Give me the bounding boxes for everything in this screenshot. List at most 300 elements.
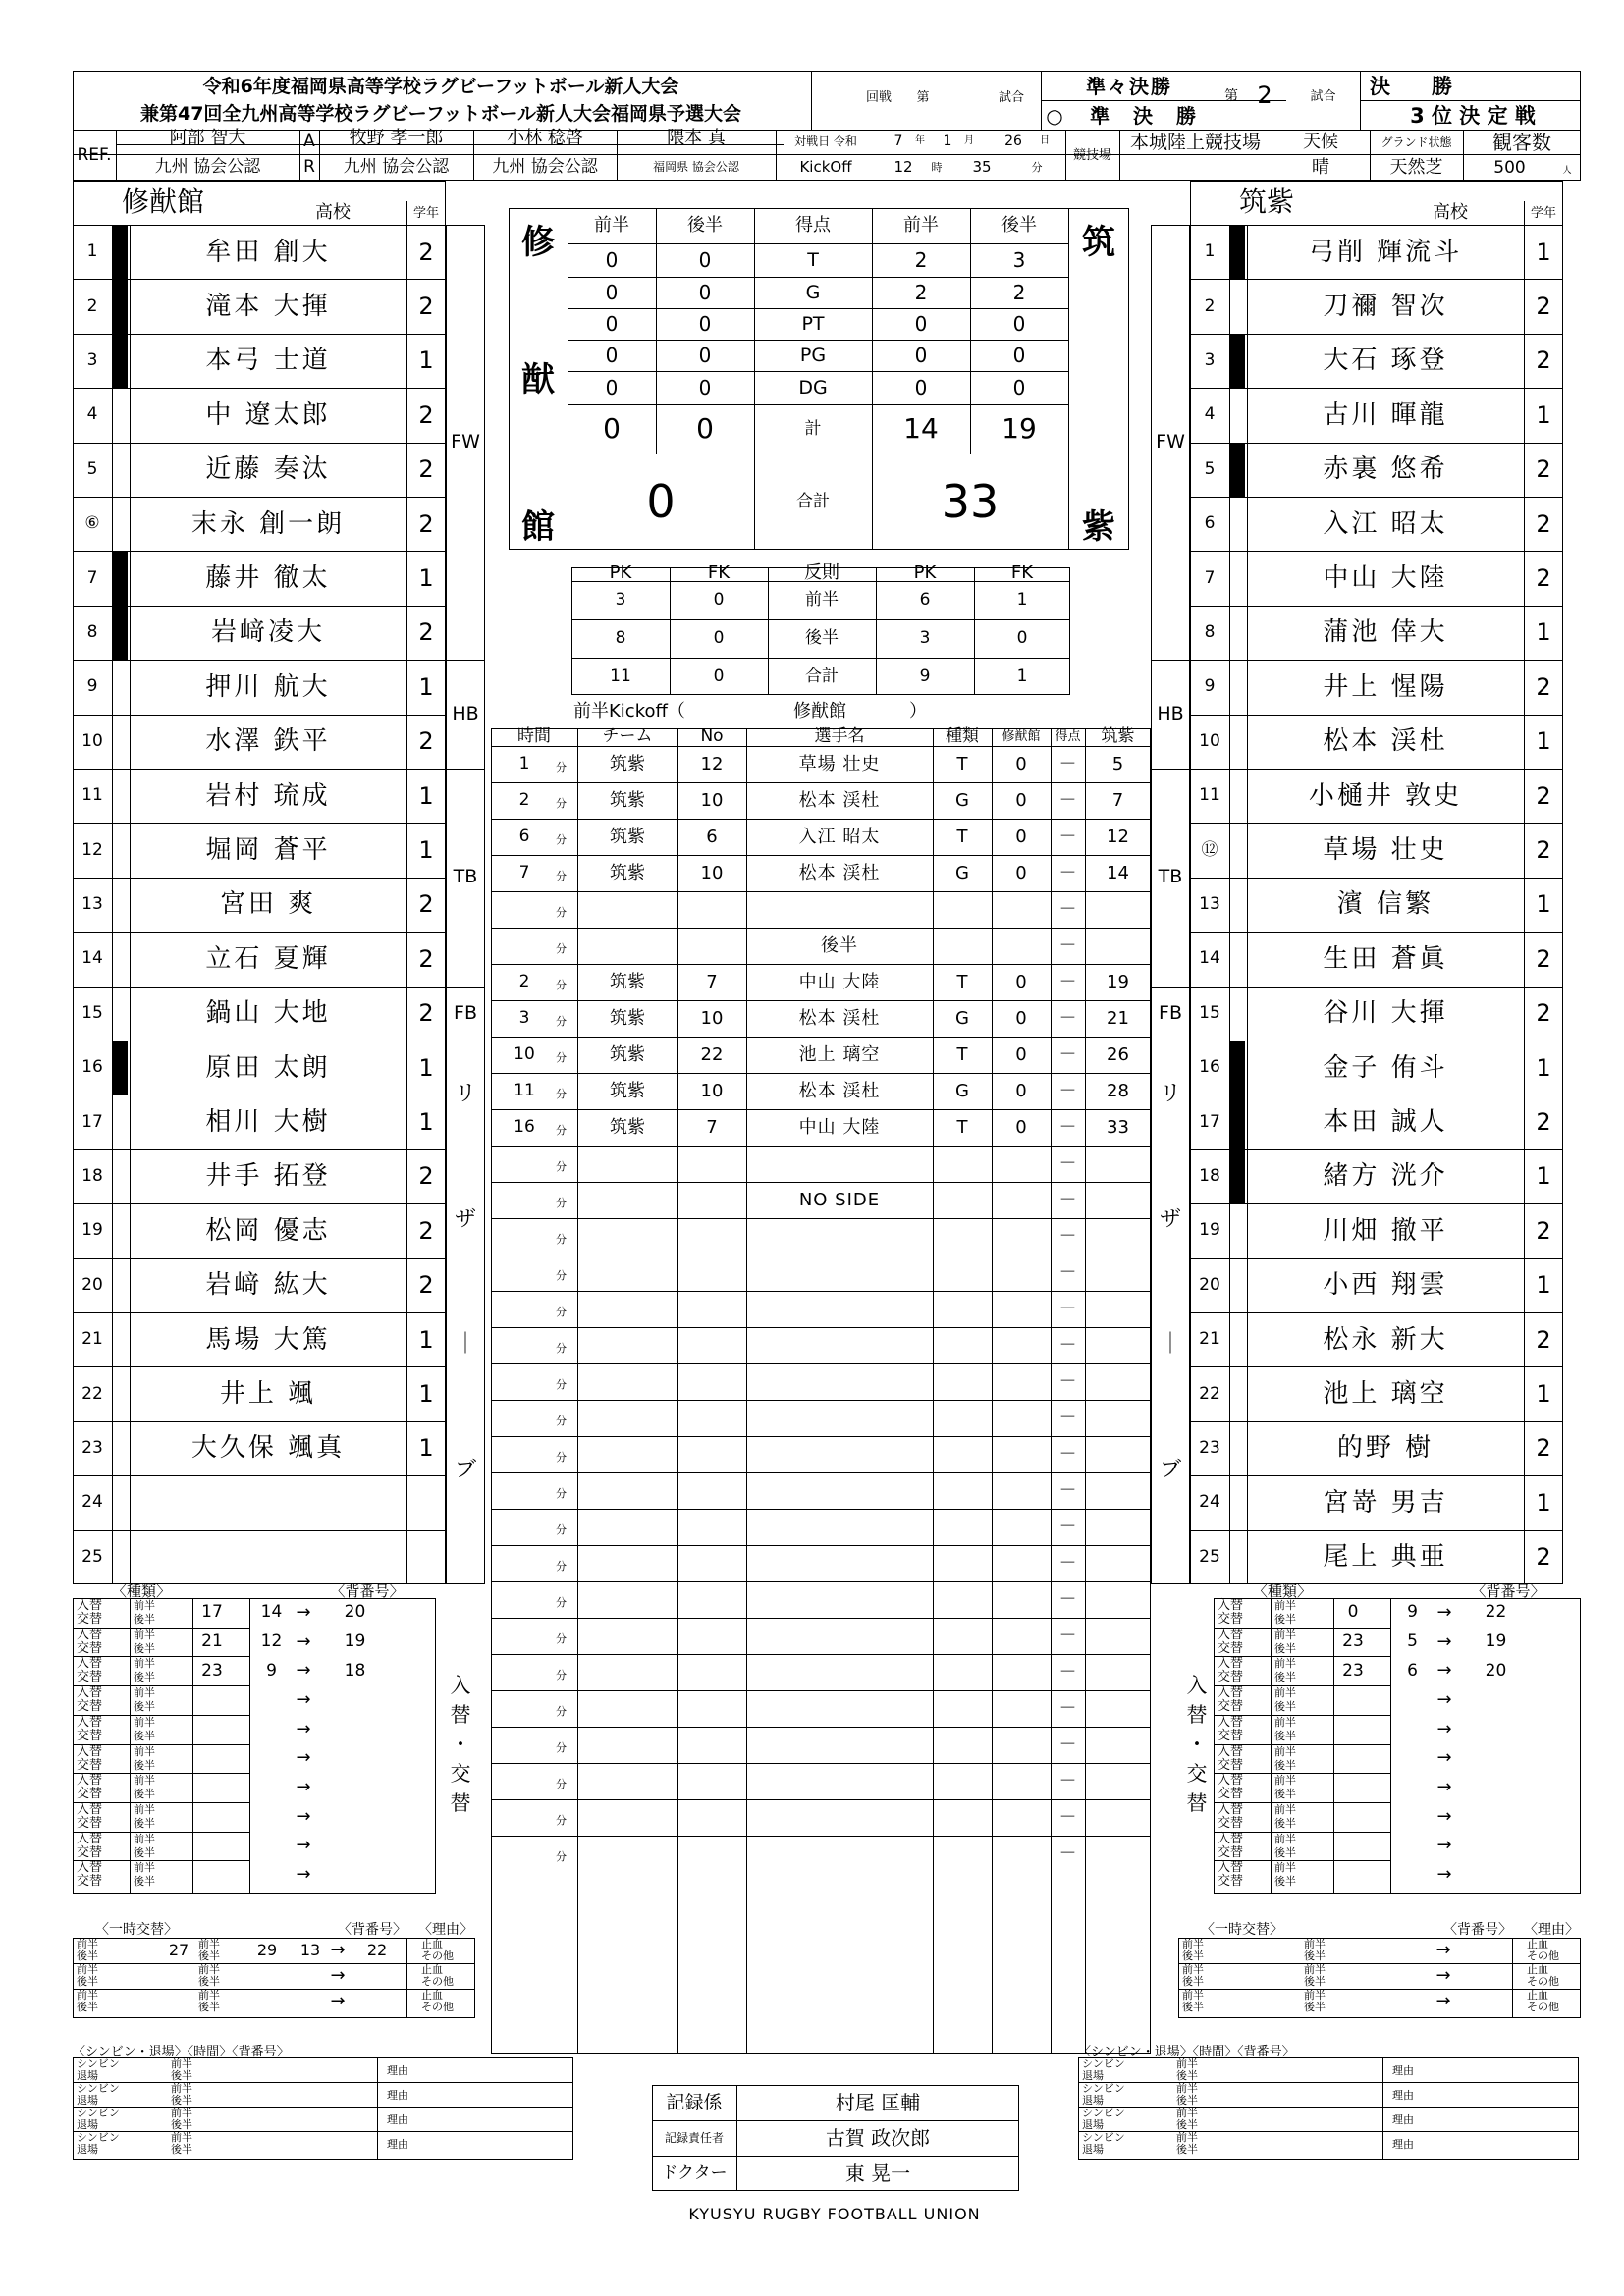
log-dash: －: [1058, 1479, 1077, 1501]
temp-arrow: →: [330, 1991, 346, 2011]
player-grade: 2: [418, 1162, 434, 1191]
log-team: 筑紫: [610, 971, 645, 992]
log-left-score: 0: [1015, 1080, 1027, 1101]
player-name: 大久保 颯真: [190, 1433, 346, 1464]
sub-half-go: 後半: [1274, 1641, 1296, 1655]
temp-half-zen: 前半: [1182, 1938, 1204, 1950]
sub-in-number: 19: [344, 1631, 366, 1652]
log-dash: －: [1058, 1370, 1077, 1392]
temp-half-go-2: 後半: [198, 1975, 220, 1988]
log-minute-unit: 分: [556, 761, 567, 774]
player-name: 宮嵜 男吉: [1323, 1487, 1448, 1518]
ground-value: 天然芝: [1389, 157, 1443, 178]
left-team-char: 猷: [521, 360, 555, 400]
sub-arrow: →: [1436, 1718, 1452, 1739]
log-minute-unit: 分: [556, 870, 567, 882]
player-grade: [406, 1530, 446, 1584]
sub-kind-nyu: 入替: [1218, 1714, 1244, 1730]
sub-half-zen: 前半: [1274, 1802, 1296, 1816]
round-label: 回戦: [865, 89, 892, 105]
log-team: [577, 891, 677, 928]
score-type-label: DG: [798, 376, 828, 399]
rule-line: [1078, 2131, 1579, 2132]
log-dash: －: [1058, 789, 1077, 811]
log-minute-unit: 分: [556, 1197, 567, 1209]
log-player: [746, 1146, 933, 1182]
starter-bar-marker: [113, 1041, 128, 1095]
sub-half-zen: 前半: [1274, 1774, 1296, 1788]
log-dash: －: [1058, 753, 1077, 774]
score-header: 前半: [903, 215, 939, 236]
player-name: 刀禰 智次: [1323, 292, 1448, 322]
log-number: [677, 1146, 746, 1182]
log-right-score: [1085, 891, 1151, 928]
sinbin-out: 退場: [77, 2094, 98, 2107]
player-grade: 1: [1536, 1380, 1551, 1409]
player-name: 谷川 大揮: [1323, 998, 1448, 1029]
sub-half-go: 後半: [1274, 1671, 1296, 1684]
attendance-value: 500: [1493, 157, 1526, 178]
player-grade: 1: [1536, 238, 1551, 266]
log-player: [746, 891, 933, 928]
ref-label: REF.: [77, 144, 112, 165]
player-grade: 1: [1536, 727, 1551, 756]
score-header: 前半: [594, 215, 629, 236]
penalty-left-fk: 0: [713, 666, 725, 686]
player-number: ⑫: [1201, 839, 1218, 860]
temp-reason-stop: 止血: [1527, 1938, 1548, 1950]
log-minute-unit: 分: [556, 833, 567, 846]
sinbin-half-zen: 前半: [171, 2131, 192, 2144]
score-type-label: T: [807, 248, 819, 271]
sinbin-sin: シンビン: [77, 2082, 120, 2095]
log-dash: －: [1058, 1588, 1077, 1610]
log-right-score: 14: [1107, 862, 1129, 883]
match-label: 試合: [998, 89, 1024, 105]
player-grade: 1: [1536, 400, 1551, 429]
starter-bar-marker: [1230, 226, 1245, 279]
log-dash: －: [1058, 971, 1077, 992]
log-number: [677, 1182, 746, 1218]
player-name: 本弓 士道: [205, 346, 331, 376]
sub-in-number: 18: [344, 1660, 366, 1681]
player-number: 3: [86, 349, 98, 370]
score-right-second: 0: [1012, 312, 1026, 336]
left_team-school-label: 高校: [315, 202, 351, 223]
player-number: 13: [81, 893, 103, 914]
left-sinbin-block: [73, 2057, 573, 2160]
sub-kind-nyu: 入替: [1218, 1801, 1244, 1817]
right_team-team-name: 筑紫: [1239, 186, 1295, 218]
player-grade: 2: [418, 1216, 434, 1245]
player-name: 中 遼太郎: [205, 400, 331, 430]
ar-label-a: A: [303, 132, 315, 151]
left_team-team-name: 修猷館: [122, 186, 205, 218]
rule-line: [1078, 2082, 1579, 2083]
log-left-score: 0: [1015, 862, 1027, 883]
log-left-score: 0: [1015, 789, 1027, 811]
log-left-score: 0: [1015, 826, 1027, 847]
log-dash: －: [1058, 862, 1077, 883]
temp-minute-1: 27: [168, 1941, 189, 1959]
sub-arrow: →: [296, 1864, 311, 1886]
sinbin-half-go: 後半: [1176, 2069, 1198, 2082]
log-dash: －: [1058, 1625, 1077, 1646]
log-number: 12: [700, 753, 724, 774]
subs-kind-label: 〈種類〉: [111, 1581, 171, 1600]
log-minute-unit: 分: [556, 1487, 567, 1500]
player-name: 川畑 撤平: [1323, 1215, 1448, 1246]
right-sinbin-block: [1078, 2057, 1579, 2160]
player-name: 生田 蒼眞: [1323, 943, 1448, 974]
starter-bar-marker: [1230, 1150, 1245, 1203]
match-number: 2: [1257, 81, 1272, 109]
player-name: 的野 樹: [1336, 1433, 1435, 1464]
kickoff-minute: 35: [972, 157, 992, 176]
player-number: 15: [81, 1002, 103, 1023]
sub-kind-ko: 交替: [77, 1640, 103, 1656]
date-gatsu: 月: [964, 135, 974, 146]
log-minute-unit: 分: [556, 1233, 567, 1246]
date-month: 1: [943, 133, 952, 149]
player-grade: 2: [1536, 944, 1551, 973]
log-type: G: [955, 1007, 969, 1029]
player-name: 弓削 輝流斗: [1308, 237, 1463, 267]
reserve-label-char: ザ: [454, 1206, 476, 1232]
log-type: G: [955, 1080, 969, 1101]
score-left-first: 0: [605, 344, 619, 367]
log-type: [933, 928, 992, 964]
log-type: [933, 1146, 992, 1182]
log-dash: －: [1058, 1443, 1077, 1465]
sub-arrow: →: [296, 1630, 311, 1652]
player-grade: 2: [1536, 564, 1551, 593]
rule-line: [112, 225, 113, 1584]
sub-arrow: →: [1436, 1601, 1452, 1623]
footer-union-name: KYUSYU RUGBY FOOTBALL UNION: [688, 2205, 981, 2223]
sinbin-half-go: 後半: [1176, 2143, 1198, 2156]
log-time: 1: [518, 754, 530, 774]
sub-kind-nyu: 入替: [77, 1656, 103, 1672]
player-name: 小樋井 敦史: [1308, 780, 1463, 811]
subs-number-label: 〈背番号〉: [1471, 1581, 1545, 1600]
log-player: 草場 壮史: [798, 753, 881, 774]
sub-kind-ko: 交替: [1218, 1844, 1244, 1860]
log-minute-unit: 分: [556, 1705, 567, 1718]
score-right-first: 0: [914, 376, 928, 400]
sub-minute: 21: [201, 1631, 223, 1652]
sub-arrow: →: [296, 1835, 311, 1856]
log-player: 中山 大陸: [798, 971, 881, 992]
log-dash: －: [1058, 1842, 1077, 1864]
player-number: 1: [1204, 241, 1216, 262]
sinbin-sin: シンビン: [77, 2131, 120, 2144]
sub-arrow: →: [1436, 1630, 1452, 1652]
right-team-char: 紫: [1082, 507, 1115, 547]
log-number: 10: [700, 1080, 724, 1101]
sub-in-number: 19: [1485, 1631, 1507, 1652]
score-left-total-first: 0: [603, 412, 621, 445]
score-header: 後半: [1001, 215, 1037, 236]
sub-minute: 23: [201, 1660, 223, 1681]
sub-arrow: →: [296, 1660, 311, 1682]
log-number: 7: [706, 971, 718, 992]
semifinal-label: 準 決 勝: [1090, 104, 1198, 128]
venue-label: 競技場: [1072, 147, 1111, 163]
rule-line: [1360, 100, 1581, 101]
sinbin-out: 退場: [1082, 2143, 1104, 2156]
reserve-label-char: リ: [1159, 1082, 1181, 1107]
temp-reason-stop: 止血: [421, 1989, 443, 2002]
log-player: 松本 渓杜: [798, 862, 881, 883]
player-grade: 2: [418, 509, 434, 538]
subs-side-label-char: 替: [1186, 1790, 1208, 1815]
player-number: 24: [1199, 1492, 1220, 1513]
player-grade: 2: [418, 618, 434, 647]
sub-half-zen: 前半: [1274, 1715, 1296, 1729]
score-header: 得点: [795, 215, 831, 236]
subs-side-label-char: 替: [450, 1790, 471, 1815]
player-number: 22: [81, 1383, 103, 1404]
log-time: 11: [514, 1081, 535, 1100]
log-team: 筑紫: [610, 862, 645, 883]
log-right-score: 19: [1107, 971, 1129, 992]
player-number: 25: [81, 1546, 103, 1567]
sub-half-go: 後半: [134, 1758, 155, 1772]
sinbin-reason: 理由: [1392, 2138, 1414, 2151]
player-name: 濱 信繁: [1336, 889, 1435, 920]
score-right-first: 0: [914, 312, 928, 336]
log-right-score: [1085, 1182, 1151, 1218]
date-day: 26: [1004, 133, 1022, 149]
player-name: 本田 誠人: [1323, 1107, 1448, 1138]
score-right-total-first: 14: [903, 412, 939, 445]
log-minute-unit: 分: [556, 1015, 567, 1028]
sub-arrow: →: [1436, 1835, 1452, 1856]
sub-kind-nyu: 入替: [1218, 1773, 1244, 1789]
title-line-1: 令和6年度福岡県高等学校ラグビーフットボール新人大会: [202, 75, 679, 97]
starter-bar-marker: [113, 280, 128, 333]
player-name: 滝本 大揮: [205, 292, 331, 322]
score-right-second: 3: [1012, 248, 1026, 272]
right-temp-sub-block: [1178, 1938, 1581, 2018]
log-time: 7: [518, 863, 530, 882]
temp-reason-stop: 止血: [421, 1963, 443, 1976]
sinbin-reason: 理由: [387, 2138, 408, 2151]
log-player: 入江 昭太: [798, 826, 881, 847]
penalty-right-pk: 6: [919, 590, 931, 610]
sub-arrow: →: [296, 1777, 311, 1798]
player-number: ⑥: [84, 513, 100, 534]
sub-kind-ko: 交替: [77, 1757, 103, 1773]
log-dash: －: [1058, 1080, 1077, 1101]
player-name: 相川 大樹: [205, 1107, 331, 1138]
sub-kind-ko: 交替: [1218, 1640, 1244, 1656]
sinbin-sin: シンビン: [1082, 2131, 1125, 2144]
player-number: 12: [81, 839, 103, 860]
assistant-referee-1-affiliation: 九州 協会公認: [343, 156, 450, 177]
player-number: 11: [81, 785, 103, 806]
player-grade: 1: [418, 1380, 434, 1409]
sub-kind-ko: 交替: [77, 1612, 103, 1627]
log-dash: －: [1058, 1261, 1077, 1283]
player-name: 小西 翔雲: [1323, 1270, 1448, 1301]
sub-arrow: →: [296, 1601, 311, 1623]
log-type: T: [956, 971, 968, 992]
venue-name: 本城陸上競技場: [1129, 131, 1261, 153]
sinbin-label: 〈シンビン・退場〉〈時間〉〈背番号〉: [1078, 2044, 1295, 2059]
rule-line: [1524, 201, 1525, 225]
rule-line: [130, 1598, 131, 1894]
rule-line: [1178, 1963, 1581, 1964]
player-name: 尾上 典亜: [1323, 1542, 1448, 1573]
log-minute-unit: 分: [556, 1051, 567, 1064]
sub-out-number: 9: [1407, 1602, 1418, 1623]
log-minute-unit: 分: [556, 1378, 567, 1391]
subs-number-label: 〈背番号〉: [330, 1581, 405, 1600]
score-right-second: 0: [1012, 344, 1026, 367]
temp-half-go-2: 後半: [198, 2001, 220, 2013]
temp-half-go-2: 後半: [198, 1949, 220, 1962]
log-right-score: [1085, 928, 1151, 964]
score-left-second: 0: [698, 344, 712, 367]
player-grade: 2: [418, 890, 434, 919]
sub-half-zen: 前半: [134, 1715, 155, 1729]
sub-out-number: 5: [1407, 1631, 1418, 1652]
sub-kind-ko: 交替: [77, 1699, 103, 1715]
player-number: 21: [1199, 1329, 1220, 1350]
player-number: 25: [1199, 1546, 1220, 1567]
sub-minute: 23: [1342, 1631, 1364, 1652]
score-right-second: 2: [1012, 281, 1026, 304]
sinbin-half-zen: 前半: [171, 2082, 192, 2095]
player-grade: 2: [1536, 1325, 1551, 1354]
sinbin-half-go: 後半: [171, 2094, 192, 2107]
temp-half-zen-2: 前半: [198, 1963, 220, 1976]
log-right-score: 5: [1111, 753, 1124, 774]
temp-reason-label: 〈理由〉: [418, 1922, 473, 1938]
log-dash: －: [1058, 1516, 1077, 1537]
log-left-score: 0: [1015, 1116, 1027, 1138]
chief-recorder-name: 古賀 政次郎: [825, 2126, 931, 2150]
doctor-label: ドクター: [661, 2163, 728, 2183]
player-name: 井手 拓登: [205, 1161, 331, 1192]
sub-kind-nyu: 入替: [1218, 1598, 1244, 1613]
player-grade: 1: [418, 781, 434, 810]
sinbin-reason: 理由: [1392, 2113, 1414, 2126]
log-minute-unit: 分: [556, 1741, 567, 1754]
temp-half-zen-2: 前半: [1304, 1989, 1326, 2002]
log-dash: －: [1058, 1225, 1077, 1247]
sub-kind-ko: 交替: [1218, 1874, 1244, 1890]
log-header-team: チーム: [602, 725, 653, 746]
temp-half-go: 後半: [1182, 1975, 1204, 1988]
log-minute-unit: 分: [556, 797, 567, 810]
sinbin-out: 退場: [1082, 2094, 1104, 2107]
log-time: [491, 1182, 558, 1218]
log-type: T: [956, 826, 968, 847]
player-name: 堀岡 蒼平: [205, 835, 331, 866]
sinbin-out: 退場: [1082, 2069, 1104, 2082]
weather-label: 天候: [1303, 132, 1338, 152]
log-time: 6: [518, 827, 530, 846]
player-grade: 1: [418, 1434, 434, 1463]
recorder-name: 村尾 匡輔: [835, 2091, 921, 2114]
temp-half-zen-2: 前半: [1304, 1938, 1326, 1950]
log-number: [677, 891, 746, 928]
sub-kind-ko: 交替: [1218, 1787, 1244, 1802]
temp-half-zen: 前半: [1182, 1963, 1204, 1976]
log-left-score: 0: [1015, 1007, 1027, 1029]
player-name: 押川 航大: [205, 671, 331, 702]
sub-half-go: 後半: [1274, 1700, 1296, 1714]
log-player: 松本 渓杜: [798, 1007, 881, 1029]
player-grade: 2: [1536, 455, 1551, 484]
player-number: 5: [86, 458, 98, 479]
reserve-label-char: ブ: [454, 1457, 476, 1482]
sub-half-zen: 前半: [134, 1686, 155, 1700]
score-right-grand-total: 33: [941, 475, 1000, 528]
player-number: 2: [86, 295, 98, 316]
assistant-referee-2: 小林 稔啓: [507, 128, 583, 148]
player-grade: 1: [1536, 1053, 1551, 1082]
sinbin-out: 退場: [77, 2118, 98, 2131]
log-right-score: 7: [1111, 789, 1124, 811]
penalty-period-label: 合計: [805, 666, 839, 686]
score-left-total-second: 0: [696, 412, 714, 445]
player-number: 2: [1204, 295, 1216, 316]
player-grade: 2: [1536, 509, 1551, 538]
score-type-label: G: [805, 281, 821, 303]
kickoff-team-name: 修猷館: [793, 701, 846, 721]
log-minute-unit: 分: [556, 1632, 567, 1645]
temp-half-go: 後半: [77, 1949, 98, 1962]
sub-kind-ko: 交替: [1218, 1757, 1244, 1773]
penalty-left-pk: 8: [615, 628, 626, 648]
player-number: 23: [1199, 1437, 1220, 1458]
player-grade: [406, 1475, 446, 1529]
player-grade: 2: [1536, 293, 1551, 321]
log-minute-unit: 分: [556, 942, 567, 955]
log-dash: －: [1058, 1152, 1077, 1174]
rule-line: [776, 130, 777, 181]
sinbin-out: 退場: [1082, 2118, 1104, 2131]
temp-half-zen: 前半: [1182, 1989, 1204, 2002]
log-dash: －: [1058, 1661, 1077, 1682]
log-player: 中山 大陸: [798, 1116, 881, 1138]
score-right-total-second: 19: [1001, 412, 1037, 445]
log-player: 松本 渓杜: [798, 789, 881, 811]
log-left-score: [992, 891, 1051, 928]
score-left-grand-total: 0: [646, 475, 676, 528]
sinbin-reason: 理由: [387, 2064, 408, 2077]
player-number: 23: [81, 1437, 103, 1458]
log-number: 10: [700, 1007, 724, 1029]
log-dash: －: [1058, 1116, 1077, 1138]
player-number: 8: [86, 621, 98, 642]
kickoff-team-close: ）: [909, 701, 927, 721]
score-right-first: 2: [914, 248, 928, 272]
assistant-referee-2-affiliation: 九州 協会公認: [492, 156, 598, 177]
sub-minute: 17: [201, 1602, 223, 1623]
left_team-grade-label: 学年: [412, 205, 439, 221]
sinbin-half-zen: 前半: [1176, 2131, 1198, 2144]
sub-half-zen: 前半: [134, 1774, 155, 1788]
sub-half-zen: 前半: [1274, 1599, 1296, 1612]
sinbin-out: 退場: [77, 2143, 98, 2156]
sub-half-go: 後半: [1274, 1875, 1296, 1889]
sub-in-number: 22: [1485, 1602, 1507, 1623]
